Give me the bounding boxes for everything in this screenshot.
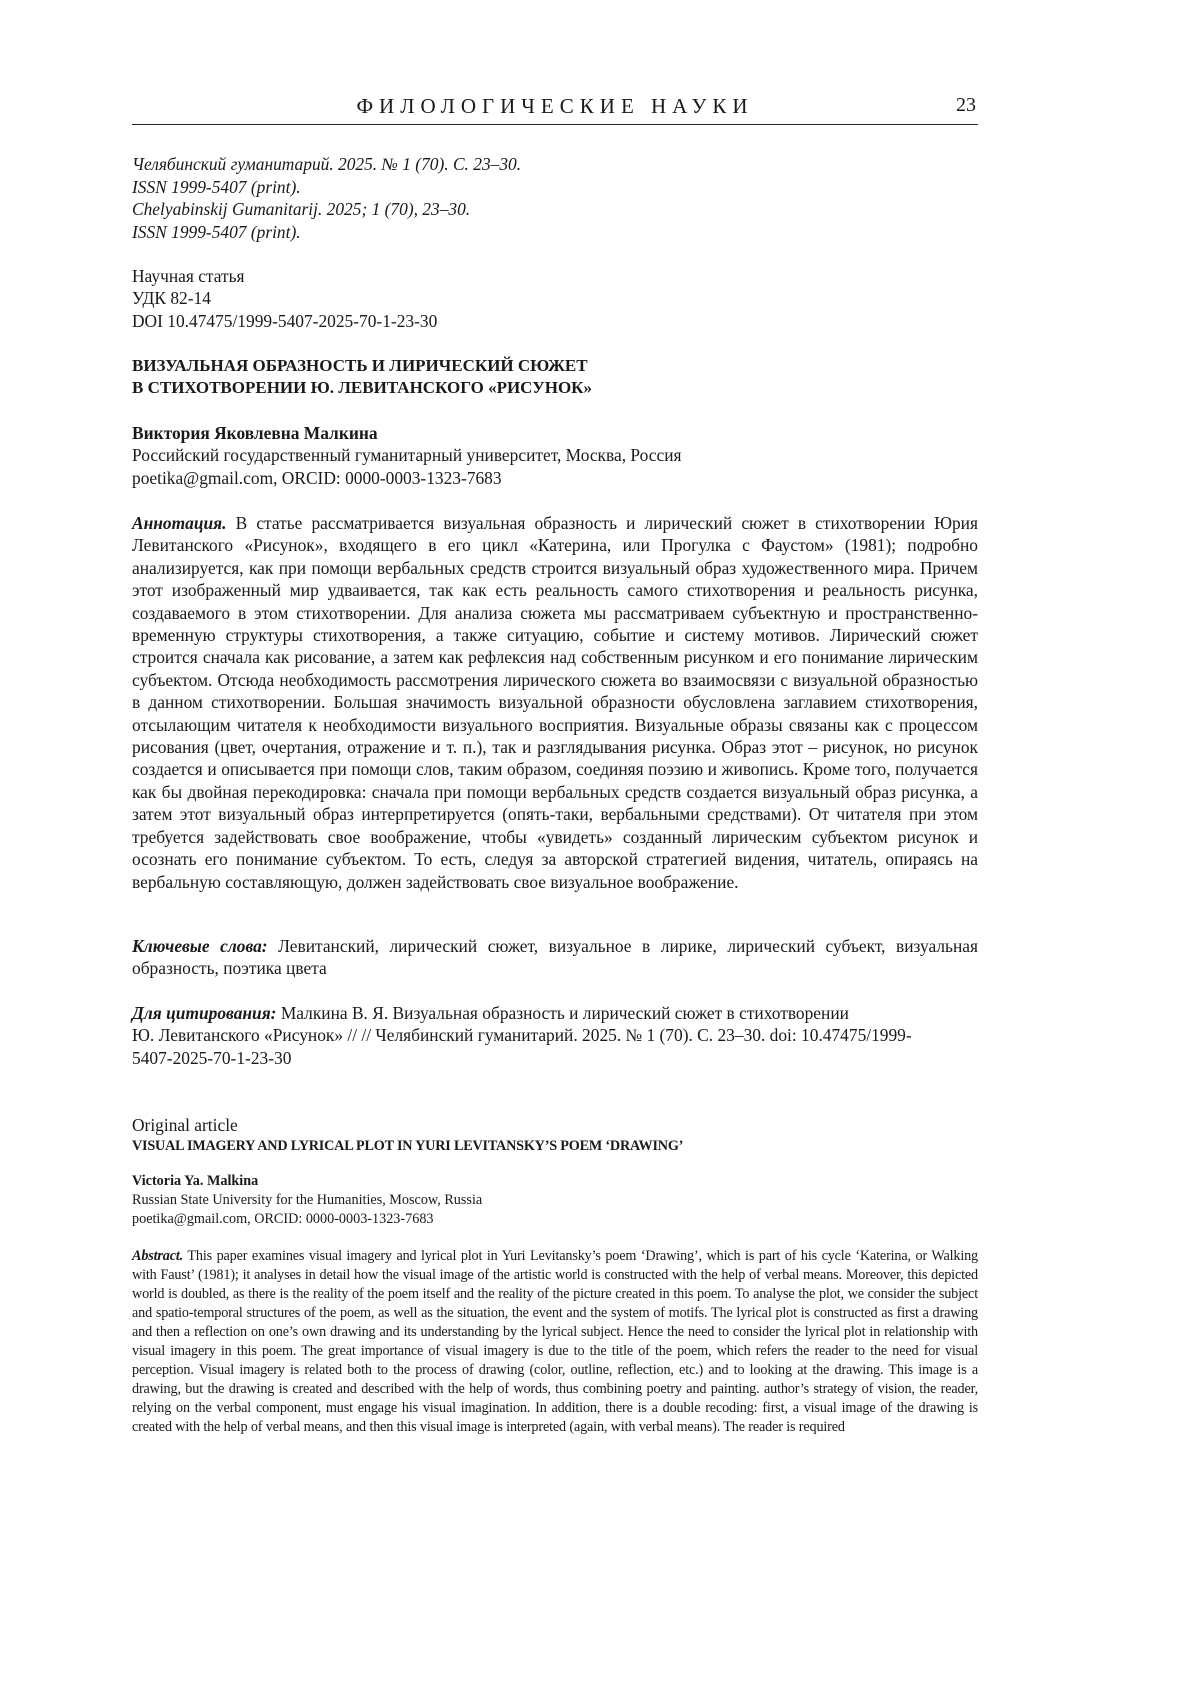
running-title: ФИЛОЛОГИЧЕСКИЕ НАУКИ [132, 94, 978, 119]
citation-text: 5407-2025-70-1-23-30 [132, 1047, 978, 1069]
abstract-en [132, 1247, 978, 1437]
journal-ref: ISSN 1999-5407 (print). [132, 176, 978, 199]
page-number: 23 [956, 94, 976, 117]
author-contact: poetika@gmail.com, ORCID: 0000-0003-1323-7683 [132, 467, 978, 489]
author-contact-en: poetika@gmail.com, ORCID: 0000-0003-1323-7683 [132, 1210, 978, 1229]
citation [132, 1002, 978, 1069]
annotation-label: Аннотация. [132, 513, 226, 533]
journal-references [132, 153, 978, 243]
keywords [132, 935, 978, 980]
annotation [132, 512, 978, 893]
journal-ref: ISSN 1999-5407 (print). [132, 221, 978, 244]
english-article-type: Original article [132, 1115, 978, 1136]
author-block-en [132, 1172, 978, 1229]
title-line: В СТИХОТВОРЕНИИ Ю. ЛЕВИТАНСКОГО «РИСУНОК» [132, 377, 978, 399]
keywords-label: Ключевые слова: [132, 936, 268, 956]
abstract-text: This paper examines visual imagery and lyrical plot in Yuri Levitansky’s poem ‘Drawing’, which is part of his cycle ‘Katerina, or Walking with Faust’ (1981); it analyses in detail how the visual image of the artistic world is constructed with the help of verbal means. Moreover, this depicted world is doubled, as there is the reality of the poem itself and the reality of the picture created in this poem. To analyse the plot, we consider the subject and spatio-temporal structures of the poem, as well as the situation, the event and the system of motifs. The lyrical plot is constructed as first a drawing and then a reflection on one’s own drawing and its understanding by the lyrical subject. Hence the need to consider the lyrical plot in relationship with visual imagery in this poem. The great importance of visual imagery is due to the title of the poem, which refers the reader to the need for visual perception. Visual imagery is related both to the process of drawing (color, outline, reflection, etc.) and to looking at the drawing. This image is a drawing, but the drawing is created and described with the help of words, thus combining poetry and painting. author’s strategy of vision, the reader, relying on the verbal component, must engage his visual imagination. In addition, there is a double recoding: first, a visual image of the drawing is created with the help of verbal means, and then this visual image is interpreted (again, with verbal means). The reader is required [132, 1248, 978, 1435]
author-affiliation-en: Russian State University for the Humanities, Moscow, Russia [132, 1191, 978, 1210]
keywords-text: Левитанский, лирический сюжет, визуальное в лирике, лирический субъект, визуальная образность, поэтика цвета [132, 936, 978, 978]
citation-label: Для цитирования: [132, 1003, 276, 1023]
author-block-ru [132, 422, 978, 489]
udc: УДК 82-14 [132, 287, 978, 309]
title-line: ВИЗУАЛЬНАЯ ОБРАЗНОСТЬ И ЛИРИЧЕСКИЙ СЮЖЕТ [132, 355, 978, 377]
author-name-en: Victoria Ya. Malkina [132, 1172, 978, 1191]
abstract-label: Abstract. [132, 1248, 183, 1264]
author-name: Виктория Яковлевна Малкина [132, 422, 978, 444]
english-title: VISUAL IMAGERY AND LYRICAL PLOT IN YURI LEVITANSKY’S POEM ‘DRAWING’ [132, 1138, 978, 1155]
author-affiliation: Российский государственный гуманитарный университет, Москва, Россия [132, 444, 978, 466]
journal-ref: Челябинский гуманитарий. 2025. № 1 (70). С. 23–30. [132, 153, 978, 176]
journal-ref: Chelyabinskij Gumanitarij. 2025; 1 (70), 23–30. [132, 198, 978, 221]
article-meta [132, 265, 978, 332]
annotation-text: В статье рассматривается визуальная образность и лирический сюжет в стихотворении Юрия Левитанского «Рисунок», входящего в его цикл «Катерина, или Прогулка с Фаустом» (1981); подробно анализируется, как при помощи вербальных средств строится визуальный образ художественного мира. Причем этот изображенный мир удваивается, так как есть реальность самого стихотворения и реальность рисунка, создаваемого в этом стихотворении. Для анализа сюжета мы рассматриваем субъектную и пространственно-временную структуры стихотворения, а также ситуацию, событие и систему мотивов. Лирический сюжет строится сначала как рисование, а затем как рефлексия над собственным рисунком и его понимание лирическим субъектом. Отсюда необходимость рассмотрения лирического сюжета во взаимосвязи с визуальной образностью в данном стихотворении. Большая значимость визуальной образности обусловлена заглавием стихотворения, отсылающим читателя к необходимости визуального восприятия. Визуальные образы связаны как с процессом рисования (цвет, очертания, отражение и т. п.), так и разглядывания рисунка. Образ этот – рисунок, но рисунок создается и описывается при помощи слов, таким образом, соединяя поэзию и живопись. Кроме того, получается как бы двойная перекодировка: сначала при помощи вербальных средств создается визуальный образ рисунка, а затем этот визуальный образ интерпретируется (опять-таки, вербальными средствами). От читателя при этом требуется задействовать свое воображение, чтобы «увидеть» созданный лирическим субъектом рисунок и осознать его понимание субъектом. То есть, следуя за авторской стратегией видения, читатель, опираясь на вербальную составляющую, должен задействовать свое визуальное воображение. [132, 513, 978, 892]
citation-text: Ю. Левитанского «Рисунок» // // Челябинский гуманитарий. 2025. № 1 (70). С. 23–30. doi: 10.47475/1999- [132, 1024, 978, 1046]
page-header [132, 94, 978, 125]
citation-text: Малкина В. Я. Визуальная образность и лирический сюжет в стихотворении [276, 1003, 848, 1023]
article-type: Научная статья [132, 265, 978, 287]
article-title-ru [132, 355, 978, 400]
doi: DOI 10.47475/1999-5407-2025-70-1-23-30 [132, 310, 978, 332]
